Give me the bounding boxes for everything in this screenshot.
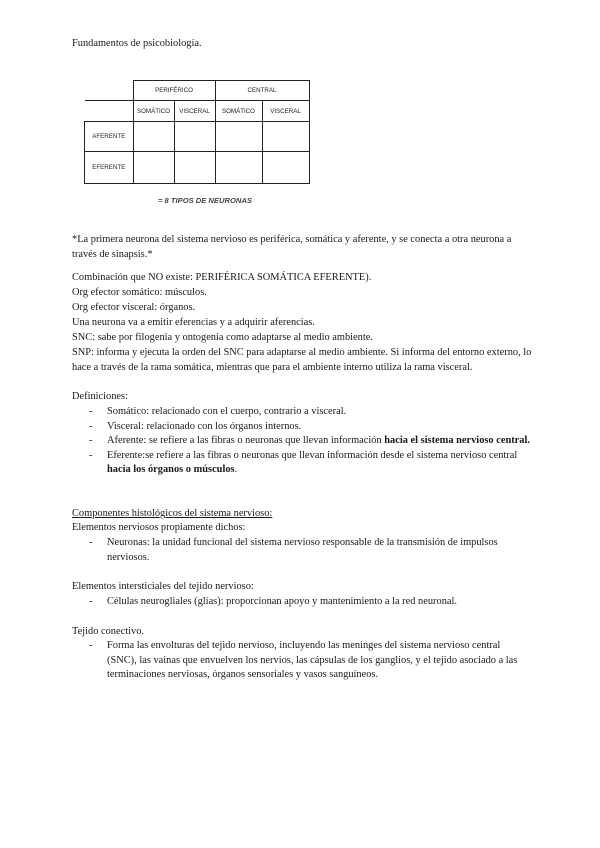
def-efferent-end: . — [234, 464, 238, 475]
list-item — [72, 405, 532, 420]
first-neuron-note: *La primera neurona del sistema nervioso es periférica, somática y aferente, y se conecta a otra neurona a través de sinapsis.* — [72, 234, 512, 260]
bullet-dash: - — [89, 596, 93, 607]
def-afferent-bold: hacia el sistema nervioso central. — [384, 435, 530, 446]
non-existent-combination: Combinación que NO existe: PERIFÉRICA SOMÁTICA EFERENTE). — [72, 272, 372, 283]
bullet-dash: - — [89, 537, 93, 548]
bullet-dash: - — [89, 449, 93, 461]
header-peripheral: PERIFÉRICO — [133, 81, 215, 101]
list-item — [72, 434, 532, 449]
interstitial-list — [72, 595, 532, 610]
definitions-heading: Definiciones: — [72, 391, 128, 402]
bullet-dash: - — [89, 435, 93, 446]
snp-definition: SNP: informa y ejecuta la orden del SNC para adaptarse al medio ambiente. Si informa del entorno externo, lo hace a través de la rama somática, mientras que para el ambiente interno utiliza la rama visceral. — [72, 347, 532, 373]
table-cell — [174, 122, 215, 152]
list-item — [72, 420, 532, 435]
table-cell — [133, 122, 174, 152]
def-efferent-bold: hacia los órganos o músculos — [107, 464, 235, 475]
subheader-visceral-central: VISCERAL — [262, 101, 309, 122]
table-cell — [174, 152, 215, 184]
def-efferent: Eferente:se refiere a las fibras o neuronas que llevan información desde el sistema nervioso central — [107, 449, 518, 461]
table-cell — [133, 152, 174, 184]
list-item — [72, 595, 532, 610]
subheader-somatic-peripheral: SOMÁTICO — [133, 101, 174, 122]
def-visceral: Visceral: relacionado con los órganos internos. — [107, 420, 302, 432]
nervous-elements-heading: Elementos nerviosos propiamente dichos: — [72, 522, 246, 533]
bullet-dash: - — [89, 420, 93, 432]
list-item — [72, 639, 532, 683]
snc-definition: SNC: sabe por filogenia y ontogenia como adaptarse al medio ambiente. — [72, 332, 373, 343]
list-item — [72, 536, 532, 565]
connective-list — [72, 639, 532, 683]
neurons-item: Neuronas: la unidad funcional del sistema nervioso responsable de la transmisión de impulsos nerviosos. — [107, 537, 498, 563]
connective-item: Forma las envolturas del tejido nervioso, incluyendo las meninges del sistema nervioso central (SNC), las vainas que envuelven los nervios, las cápsulas de los ganglios, y el tejido asociado a las terminaciones nerviosas, órganos sensoriales y vasos sanguíneos. — [107, 640, 518, 680]
table-cell — [215, 122, 262, 152]
document-title: Fundamentos de psicobiología. — [72, 38, 202, 49]
header-central: CENTRAL — [215, 81, 309, 101]
table-cell — [262, 152, 309, 184]
histological-heading: Componentes histológicos del sistema nervioso: — [72, 508, 273, 519]
definitions-list — [72, 405, 532, 478]
def-afferent: Aferente: se refiere a las fibras o neuronas que llevan información — [107, 435, 385, 446]
table-corner-2 — [85, 101, 134, 122]
table-corner — [85, 81, 134, 101]
bullet-dash: - — [89, 640, 93, 651]
somatic-effector: Org efector somático: músculos. — [72, 287, 207, 298]
table-cell — [215, 152, 262, 184]
glia-item: Células neurogliales (glías): proporcionan apoyo y mantenimiento a la red neuronal. — [107, 596, 457, 607]
table-cell — [262, 122, 309, 152]
neuron-efferences: Una neurona va a emitir eferencias y a adquirir aferencias. — [72, 317, 315, 328]
list-item — [72, 449, 532, 478]
def-somatic: Somático: relacionado con el cuerpo, contrario a visceral. — [107, 406, 347, 417]
neuron-types-table — [84, 80, 310, 184]
bullet-dash: - — [89, 406, 93, 417]
subheader-somatic-central: SOMÁTICO — [215, 101, 262, 122]
visceral-effector: Org efector visceral: órganos. — [72, 302, 196, 313]
nervous-elements-list — [72, 536, 532, 565]
connective-heading: Tejido conectivo. — [72, 626, 144, 637]
row-label-afferent: AFERENTE — [85, 122, 134, 152]
subheader-visceral-peripheral: VISCERAL — [174, 101, 215, 122]
row-label-efferent: EFERENTE — [85, 152, 134, 184]
table-caption: = 8 TIPOS DE NEURONAS — [158, 196, 252, 205]
interstitial-heading: Elementos intersticiales del tejido nervioso: — [72, 581, 254, 592]
